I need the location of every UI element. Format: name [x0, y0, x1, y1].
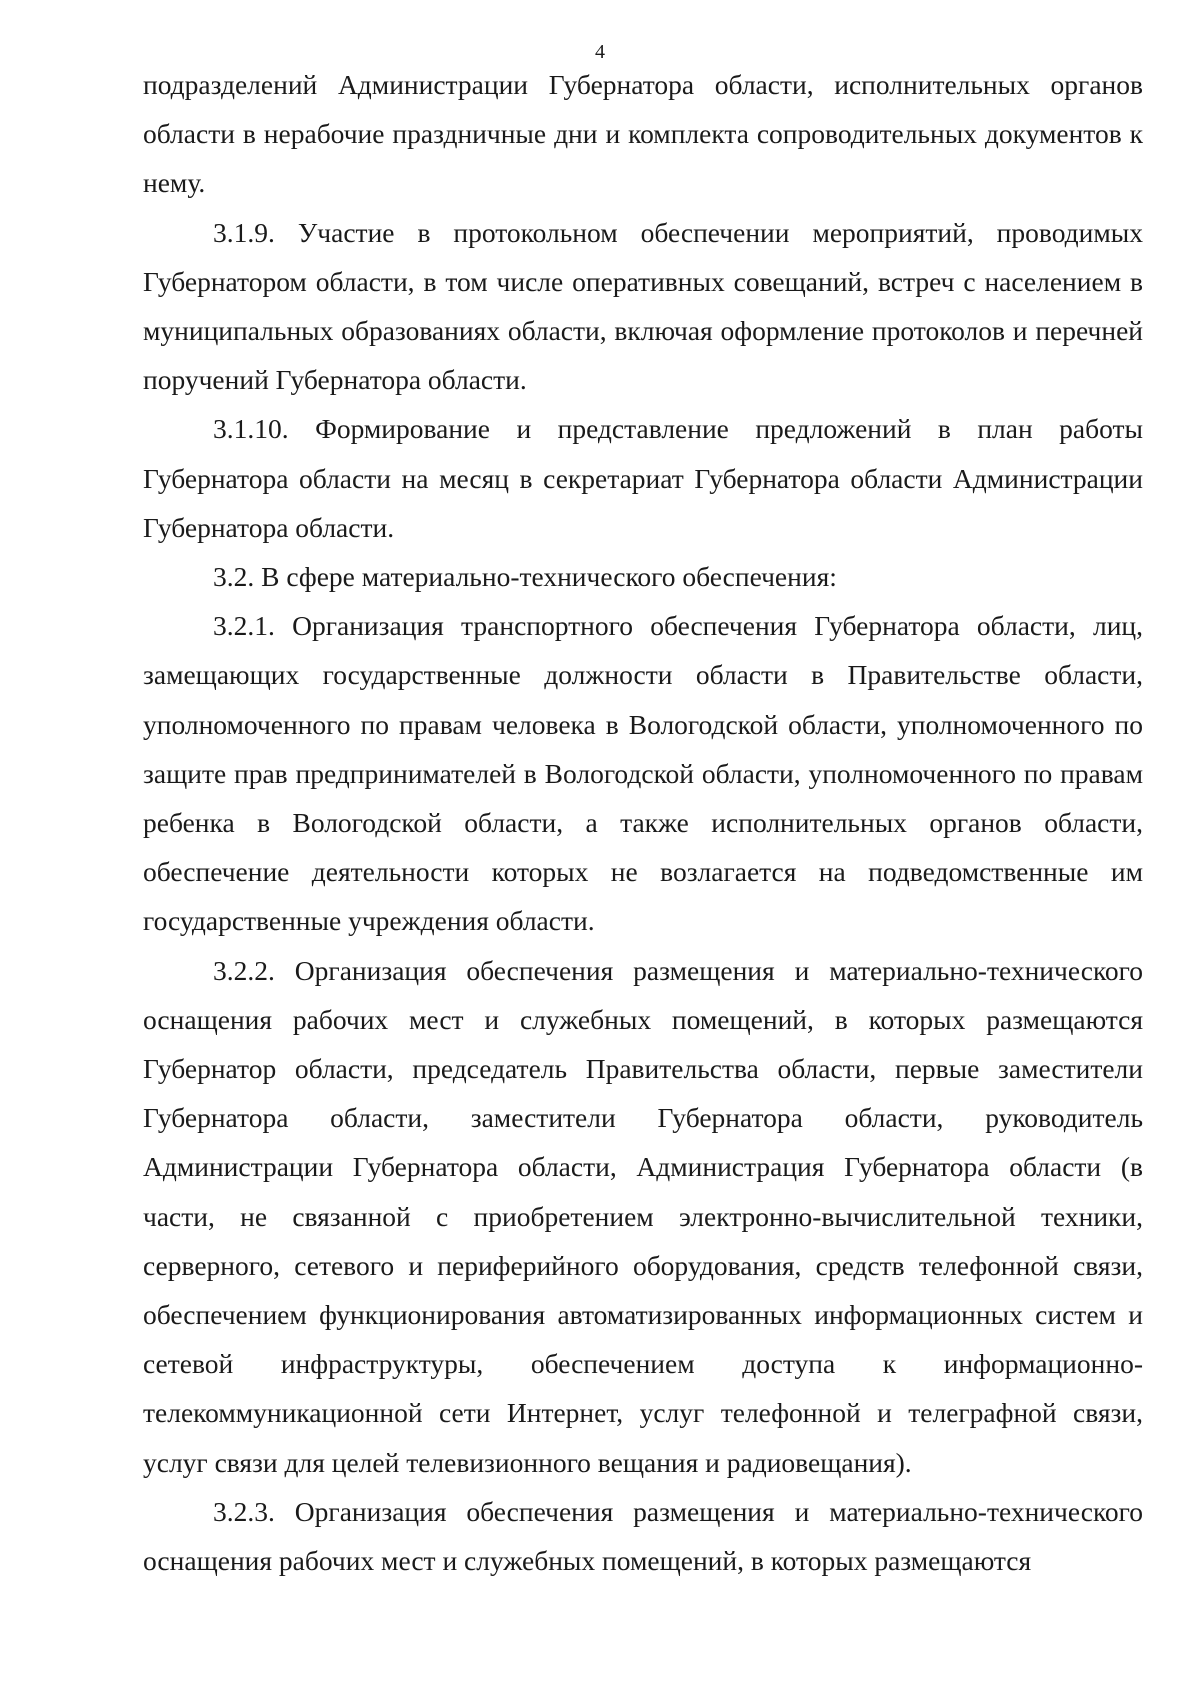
paragraph-3-1-10: 3.1.10. Формирование и представление предложений в план работы Губернатора области на месяц в секретариат Губернатора области Администрации Губернатора области. — [143, 413, 1143, 543]
document-body — [143, 60, 1143, 1585]
paragraph-3-2-2: 3.2.2. Организация обеспечения размещения и материально-технического оснащения рабочих мест и служебных помещений, в которых размещаются Губернатор области, председатель Правительства области, первые заместители Губернатора области, заместители Губернатора области, руководитель Администрации Губернатора области, Администрация Губернатора области (в части, не связанной с приобретением электронно-вычислительной техники, серверного, сетевого и периферийного оборудования, средств телефонной связи, обеспечением функционирования автоматизированных информационных систем и сетевой инфраструктуры, обеспечением доступа к информационно-телекоммуникационной сети Интернет, услуг телефонной и телеграфной связи, услуг связи для целей телевизионного вещания и радиовещания). — [143, 954, 1143, 1478]
page-number: 4 — [595, 41, 605, 63]
paragraph-continuation: подразделений Администрации Губернатора области, исполнительных органов области в нерабочие праздничные дни и комплекта сопроводительных документов к нему. — [143, 69, 1143, 199]
paragraph-3-1-9: 3.1.9. Участие в протокольном обеспечении мероприятий, проводимых Губернатором области, в том числе оперативных совещаний, встреч с населением в муниципальных образованиях области, включая оформление протоколов и перечней поручений Губернатора области. — [143, 216, 1143, 396]
paragraph-3-2-1: 3.2.1. Организация транспортного обеспечения Губернатора области, лиц, замещающих государственные должности области в Правительстве области, уполномоченного по правам человека в Вологодской области, уполномоченного по защите прав предпринимателей в Вологодской области, уполномоченного по правам ребенка в Вологодской области, а также исполнительных органов области, обеспечение деятельности которых не возлагается на подведомственные им государственные учреждения области. — [143, 610, 1143, 937]
paragraph-3-2-heading: 3.2. В сфере материально-технического обеспечения: — [213, 561, 837, 593]
paragraph-3-2-3: 3.2.3. Организация обеспечения размещения и материально-технического оснащения рабочих мест и служебных помещений, в которых размещаются — [143, 1495, 1143, 1577]
